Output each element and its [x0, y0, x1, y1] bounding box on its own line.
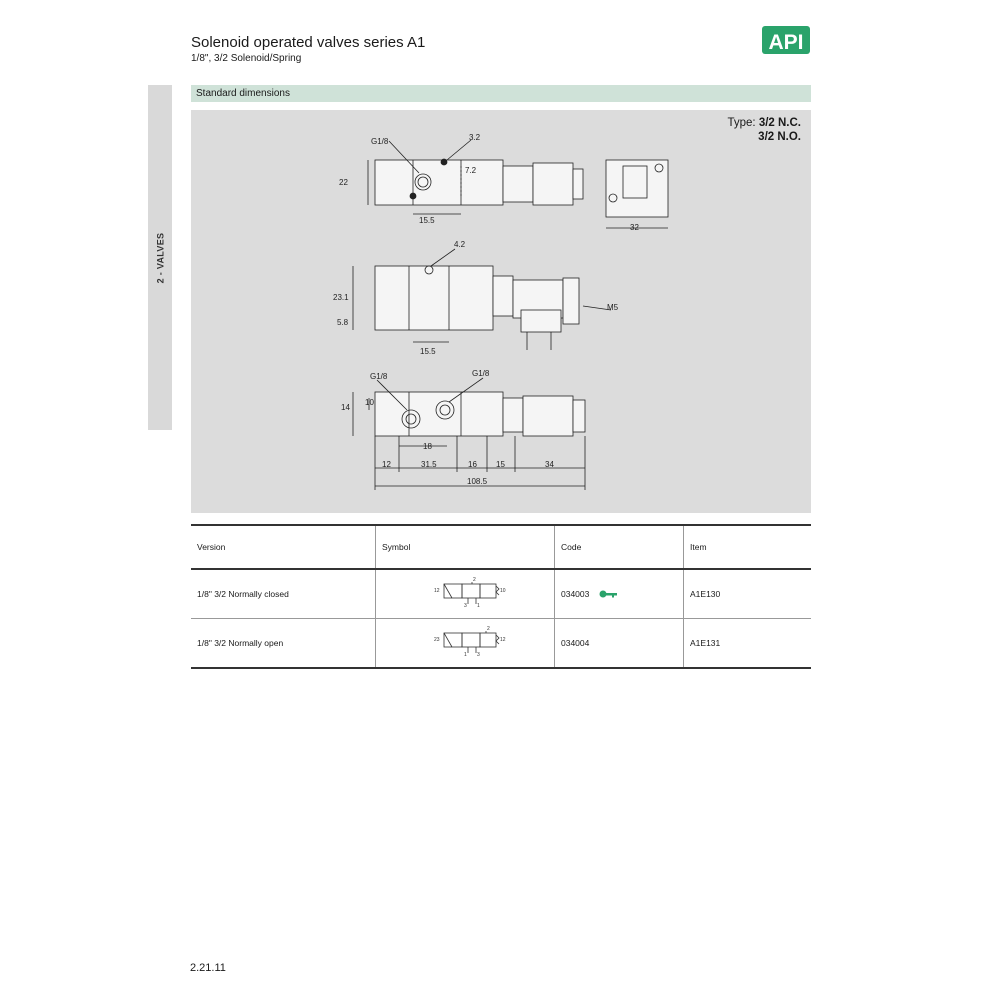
- technical-drawing: [191, 110, 811, 513]
- dim-23-1: 23.1: [333, 293, 349, 302]
- dim-31-5: 31.5: [421, 460, 437, 469]
- dim-3-2: 3.2: [469, 133, 481, 142]
- dim-g18-right: G1/8: [472, 369, 490, 378]
- svg-text:2: 2: [487, 626, 490, 632]
- dim-18: 18: [423, 442, 432, 451]
- page-title: Solenoid operated valves series A1: [191, 34, 426, 51]
- dim-15-5-mid: 15.5: [420, 347, 436, 356]
- dim-32: 32: [630, 223, 639, 232]
- svg-text:1: 1: [477, 603, 480, 609]
- row-item: A1E130: [684, 569, 812, 619]
- table-header-row: [191, 525, 811, 569]
- sidebar-label: 2 - VALVES: [155, 232, 165, 283]
- page-subtitle: 1/8", 3/2 Solenoid/Spring: [191, 53, 302, 64]
- dim-m5: M5: [607, 303, 619, 312]
- key-icon: [599, 589, 617, 599]
- row-version: 1/8" 3/2 Normally closed: [191, 569, 376, 619]
- svg-text:3: 3: [477, 652, 480, 658]
- row-code: 034004: [555, 619, 684, 669]
- dim-12: 12: [382, 460, 391, 469]
- dim-34: 34: [545, 460, 554, 469]
- dim-10: 10: [365, 398, 374, 407]
- section-title: Standard dimensions: [191, 85, 811, 102]
- row-symbol: [376, 619, 555, 669]
- table-row: [191, 619, 811, 669]
- col-symbol-header: Symbol: [376, 525, 555, 569]
- dim-14: 14: [341, 403, 350, 412]
- api-logo: [762, 24, 812, 56]
- col-code-header: Code: [555, 525, 684, 569]
- dim-7-2: 7.2: [465, 166, 477, 175]
- row-version: 1/8" 3/2 Normally open: [191, 619, 376, 669]
- dim-g18-left: G1/8: [370, 372, 388, 381]
- col-version-header: Version: [191, 525, 376, 569]
- valve-symbol-no: [382, 625, 532, 659]
- dim-g18-top: G1/8: [371, 137, 389, 146]
- dim-5-8: 5.8: [337, 318, 349, 327]
- svg-text:12: 12: [500, 637, 506, 643]
- code-value: 034003: [561, 589, 590, 599]
- svg-text:1: 1: [464, 652, 467, 658]
- dim-15: 15: [496, 460, 505, 469]
- dimension-drawing: [191, 110, 811, 513]
- svg-text:12: 12: [434, 588, 440, 594]
- svg-text:2: 2: [473, 577, 476, 583]
- svg-text:3: 3: [464, 603, 467, 609]
- dim-22: 22: [339, 178, 348, 187]
- page-number: 2.21.11: [190, 962, 226, 974]
- dim-4-2: 4.2: [454, 240, 466, 249]
- dim-15-5-top: 15.5: [419, 216, 435, 225]
- table-row: [191, 569, 811, 619]
- svg-text:10: 10: [500, 588, 506, 594]
- dim-108-5: 108.5: [467, 477, 488, 486]
- col-item-header: Item: [684, 525, 812, 569]
- row-item: A1E131: [684, 619, 812, 669]
- svg-text:API: API: [768, 31, 804, 54]
- row-code: [555, 569, 684, 619]
- svg-text:23: 23: [434, 637, 440, 643]
- dim-16: 16: [468, 460, 477, 469]
- row-symbol: [376, 569, 555, 619]
- valve-symbol-nc: [382, 576, 532, 610]
- valve-type-label: Type: 3/2 N.C. 3/2 N.O.: [727, 117, 801, 143]
- valve-table: [191, 524, 811, 669]
